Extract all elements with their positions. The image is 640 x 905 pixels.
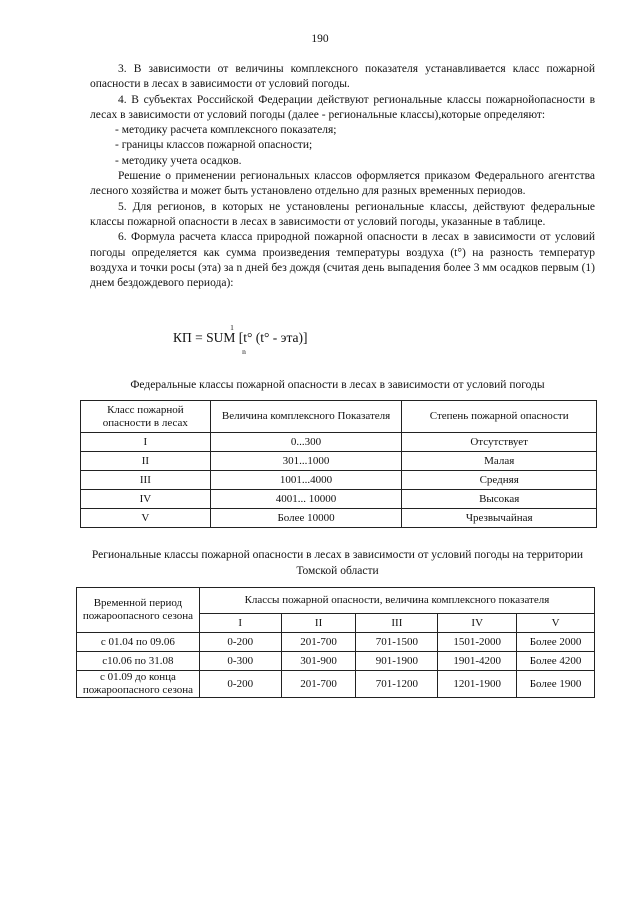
table-row bbox=[81, 490, 597, 509]
table-cell: I bbox=[81, 433, 211, 452]
table-cell: 201-700 bbox=[281, 671, 356, 698]
table-cell: 1501-2000 bbox=[438, 633, 517, 652]
table-cell: 0-200 bbox=[199, 633, 281, 652]
table-cell-period: с 01.04 по 09.06 bbox=[77, 633, 200, 652]
column-header-class: V bbox=[517, 614, 595, 633]
list-item: - границы классов пожарной опасности; bbox=[115, 139, 313, 152]
formula bbox=[173, 323, 308, 356]
body-text bbox=[90, 62, 595, 291]
column-header-class: IV bbox=[438, 614, 517, 633]
table-row bbox=[81, 471, 597, 490]
paragraph: 6. Формула расчета класса природной пожарной опасности в лесах в зависимости от условий погоды определяется как сумма произведения температуры воздуха (t°) на разность температур воздуха и точки росы (эта) за n дней без дождя (считая день выпадения более 3 мм осадков первым (1) днем бездождевого периода): bbox=[90, 231, 595, 290]
formula-sum-upper: 1 bbox=[230, 323, 234, 332]
table-cell: Малая bbox=[402, 452, 597, 471]
column-header: Величина комплексного Показателя bbox=[210, 401, 402, 433]
table-cell: 0...300 bbox=[210, 433, 402, 452]
table-cell-period: с10.06 по 31.08 bbox=[77, 652, 200, 671]
table-cell: 0-300 bbox=[199, 652, 281, 671]
table-cell: V bbox=[81, 509, 211, 528]
table-cell: III bbox=[81, 471, 211, 490]
table-cell: 1901-4200 bbox=[438, 652, 517, 671]
table-header-row bbox=[81, 401, 597, 433]
table-cell: 1001...4000 bbox=[210, 471, 402, 490]
table-cell: Более 4200 bbox=[517, 652, 595, 671]
table-row bbox=[77, 633, 595, 652]
column-header: Степень пожарной опасности bbox=[402, 401, 597, 433]
page-number: 190 bbox=[311, 33, 329, 45]
column-header-class: I bbox=[199, 614, 281, 633]
regional-table-caption: Региональные классы пожарной опасности в лесах в зависимости от условий погоды на территории Томской области bbox=[91, 549, 584, 577]
table-cell: Более 1900 bbox=[517, 671, 595, 698]
table-row bbox=[81, 433, 597, 452]
list-item: - методику учета осадков. bbox=[115, 154, 242, 167]
table-cell: Средняя bbox=[402, 471, 597, 490]
column-header-class: III bbox=[356, 614, 438, 633]
regional-classes-table bbox=[76, 587, 595, 698]
table-cell: IV bbox=[81, 490, 211, 509]
column-header-period: Временной период пожароопасного сезона bbox=[77, 588, 200, 633]
table-cell: 4001... 10000 bbox=[210, 490, 402, 509]
formula-rhs: [t° (t° - эта)] bbox=[235, 330, 308, 345]
column-header-group: Классы пожарной опасности, величина комплексного показателя bbox=[199, 588, 594, 614]
table-cell: 0-200 bbox=[199, 671, 281, 698]
table-cell: 1201-1900 bbox=[438, 671, 517, 698]
paragraph: 3. В зависимости от величины комплексного показателя устанавливается класс пожарной опасности в лесах в зависимости от условий погоды. bbox=[90, 63, 595, 91]
table-cell: 301-900 bbox=[281, 652, 356, 671]
table-cell: Чрезвычайная bbox=[402, 509, 597, 528]
table-row bbox=[77, 671, 595, 698]
table-cell: Высокая bbox=[402, 490, 597, 509]
paragraph: 4. В субъектах Российской Федерации действуют региональные классы пожарнойопасности в лесах в зависимости от условий погоды (далее - региональные классы),которые определяют: bbox=[90, 93, 595, 121]
table-row bbox=[81, 509, 597, 528]
table-cell-period: с 01.09 до конца пожароопасного сезона bbox=[77, 671, 200, 698]
list-item: - методику расчета комплексного показателя; bbox=[115, 124, 337, 137]
table-row bbox=[81, 452, 597, 471]
paragraph: Решение о применении региональных классов оформляется приказом Федерального агентства лесного хозяйства и может быть установлено отдельно для разных временных периодов. bbox=[90, 170, 595, 198]
column-header: Класс пожарной опасности в лесах bbox=[81, 401, 211, 433]
table-cell: Отсутствует bbox=[402, 433, 597, 452]
federal-classes-table bbox=[80, 400, 597, 528]
table-row bbox=[77, 652, 595, 671]
table-cell: 301...1000 bbox=[210, 452, 402, 471]
formula-sum: SUM 1 n bbox=[206, 330, 235, 346]
table-cell: 201-700 bbox=[281, 633, 356, 652]
table-cell: II bbox=[81, 452, 211, 471]
table-cell: 701-1500 bbox=[356, 633, 438, 652]
table-header-row bbox=[77, 588, 595, 614]
federal-table-caption: Федеральные классы пожарной опасности в лесах в зависимости от условий погоды bbox=[130, 379, 545, 391]
table-cell: Более 2000 bbox=[517, 633, 595, 652]
formula-lhs: КП = bbox=[173, 330, 207, 345]
table-cell: Более 10000 bbox=[210, 509, 402, 528]
formula-sum-lower: n bbox=[242, 347, 246, 356]
table-cell: 901-1900 bbox=[356, 652, 438, 671]
column-header-class: II bbox=[281, 614, 356, 633]
paragraph: 5. Для регионов, в которых не установлены региональные классы, действуют федеральные классы пожарной опасности в лесах в зависимости от условий погоды, указанные в таблице. bbox=[90, 200, 595, 228]
table-cell: 701-1200 bbox=[356, 671, 438, 698]
